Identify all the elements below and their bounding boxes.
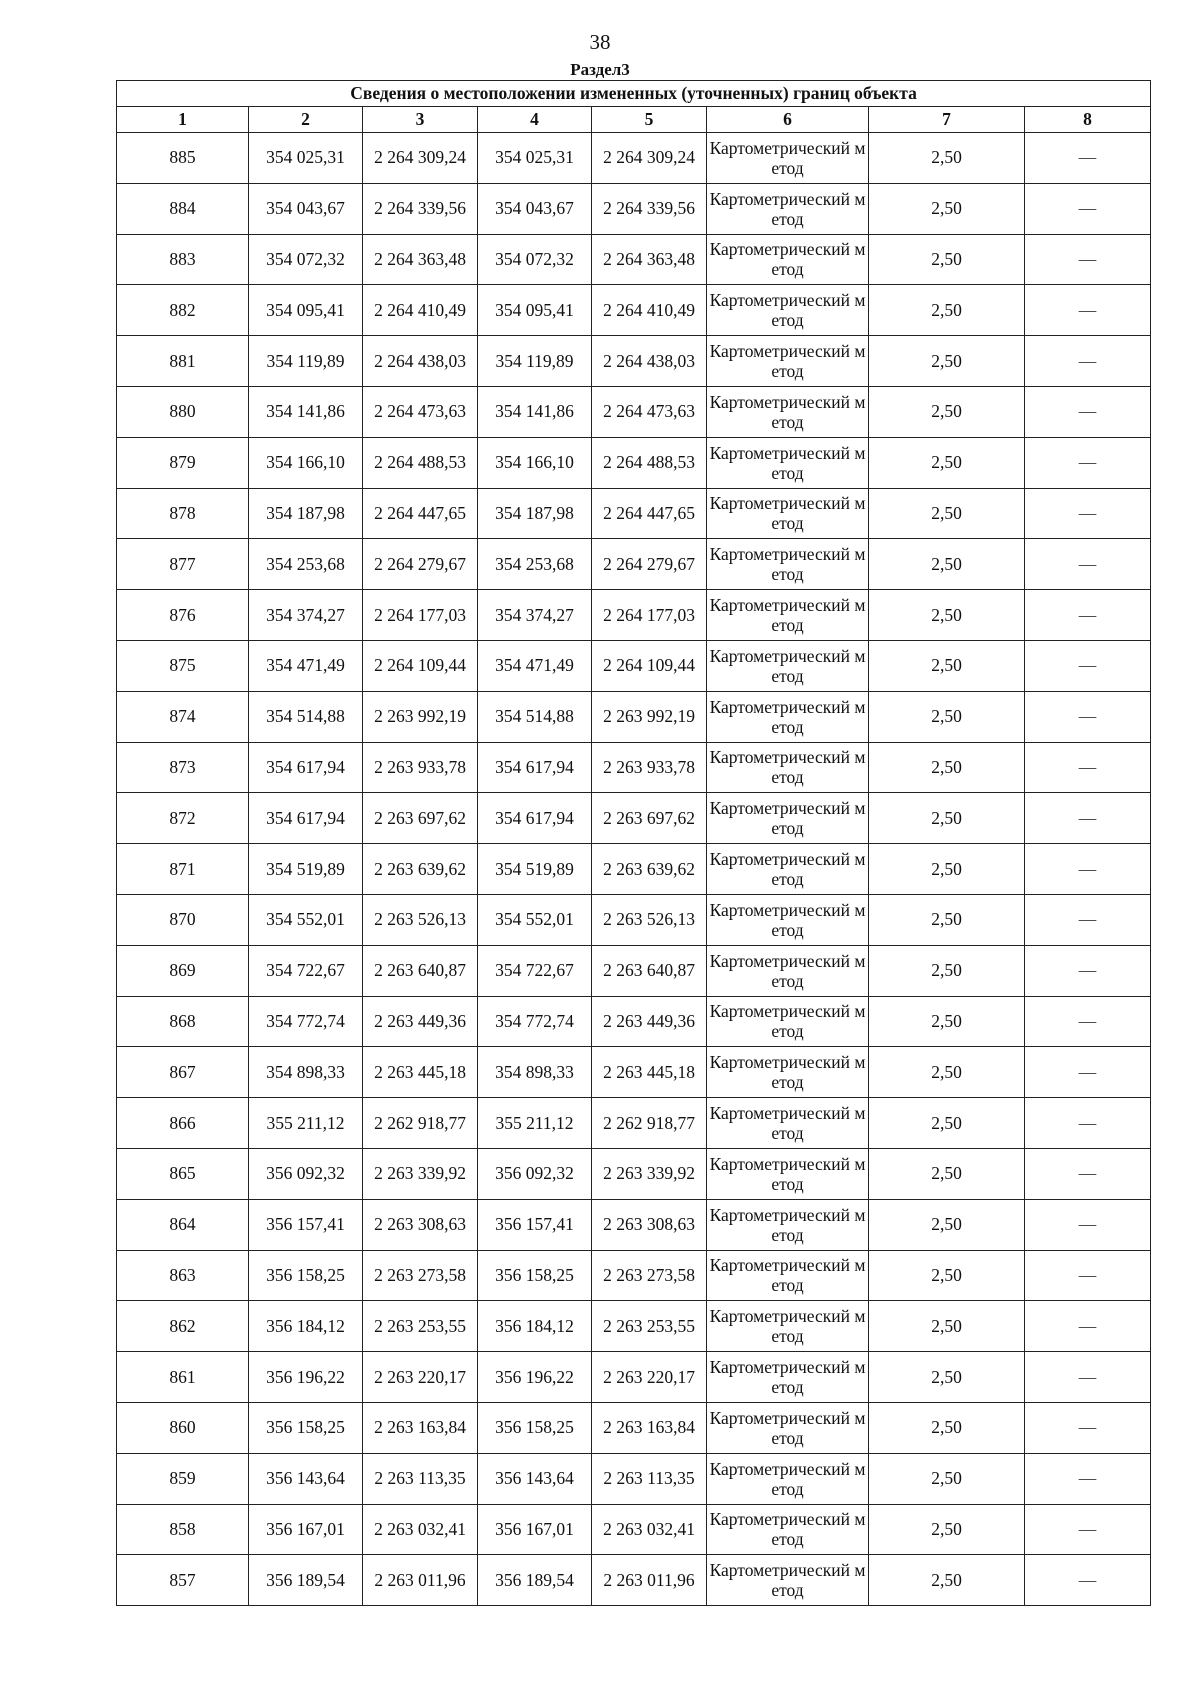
method-cell: Картометрический метод <box>707 1148 869 1199</box>
old-x-cell: 356 143,64 <box>249 1453 363 1504</box>
new-y-cell: 2 264 438,03 <box>592 336 707 387</box>
new-x-cell: 356 196,22 <box>478 1352 592 1403</box>
description-cell: — <box>1025 183 1151 234</box>
point-number-cell: 858 <box>117 1504 249 1555</box>
new-x-cell: 356 143,64 <box>478 1453 592 1504</box>
description-cell: — <box>1025 742 1151 793</box>
old-y-cell: 2 263 011,96 <box>363 1555 478 1606</box>
old-y-cell: 2 264 279,67 <box>363 539 478 590</box>
new-x-cell: 354 722,67 <box>478 945 592 996</box>
description-cell: — <box>1025 1453 1151 1504</box>
new-y-cell: 2 264 447,65 <box>592 488 707 539</box>
description-cell: — <box>1025 1352 1151 1403</box>
point-number-cell: 862 <box>117 1301 249 1352</box>
new-x-cell: 354 471,49 <box>478 640 592 691</box>
table-row <box>117 996 1151 1047</box>
new-y-cell: 2 264 488,53 <box>592 437 707 488</box>
description-cell: — <box>1025 539 1151 590</box>
method-cell: Картометрический метод <box>707 133 869 184</box>
method-cell: Картометрический метод <box>707 1301 869 1352</box>
old-x-cell: 356 158,25 <box>249 1250 363 1301</box>
accuracy-cell: 2,50 <box>869 336 1025 387</box>
new-x-cell: 354 072,32 <box>478 234 592 285</box>
accuracy-cell: 2,50 <box>869 1250 1025 1301</box>
new-y-cell: 2 263 253,55 <box>592 1301 707 1352</box>
old-x-cell: 354 471,49 <box>249 640 363 691</box>
point-number-cell: 865 <box>117 1148 249 1199</box>
new-y-cell: 2 263 011,96 <box>592 1555 707 1606</box>
point-number-cell: 881 <box>117 336 249 387</box>
old-y-cell: 2 263 449,36 <box>363 996 478 1047</box>
new-x-cell: 356 092,32 <box>478 1148 592 1199</box>
table-row <box>117 285 1151 336</box>
table-row <box>117 336 1151 387</box>
accuracy-cell: 2,50 <box>869 386 1025 437</box>
description-cell: — <box>1025 1148 1151 1199</box>
table-row <box>117 793 1151 844</box>
new-y-cell: 2 263 992,19 <box>592 691 707 742</box>
new-x-cell: 354 119,89 <box>478 336 592 387</box>
accuracy-cell: 2,50 <box>869 183 1025 234</box>
point-number-cell: 874 <box>117 691 249 742</box>
accuracy-cell: 2,50 <box>869 1402 1025 1453</box>
new-x-cell: 354 617,94 <box>478 793 592 844</box>
description-cell: — <box>1025 640 1151 691</box>
old-x-cell: 354 617,94 <box>249 793 363 844</box>
new-x-cell: 356 158,25 <box>478 1250 592 1301</box>
description-cell: — <box>1025 336 1151 387</box>
old-x-cell: 354 772,74 <box>249 996 363 1047</box>
old-x-cell: 354 617,94 <box>249 742 363 793</box>
description-cell: — <box>1025 1047 1151 1098</box>
new-y-cell: 2 263 220,17 <box>592 1352 707 1403</box>
old-y-cell: 2 263 640,87 <box>363 945 478 996</box>
table-row <box>117 133 1151 184</box>
column-number: 4 <box>478 107 592 133</box>
new-x-cell: 354 617,94 <box>478 742 592 793</box>
table-row <box>117 1250 1151 1301</box>
method-cell: Картометрический метод <box>707 386 869 437</box>
new-y-cell: 2 264 309,24 <box>592 133 707 184</box>
page-number: 38 <box>589 30 611 54</box>
old-y-cell: 2 263 339,92 <box>363 1148 478 1199</box>
column-number-row <box>117 107 1151 133</box>
method-cell: Картометрический метод <box>707 640 869 691</box>
table-row <box>117 1301 1151 1352</box>
new-y-cell: 2 263 163,84 <box>592 1402 707 1453</box>
method-cell: Картометрический метод <box>707 1047 869 1098</box>
description-cell: — <box>1025 945 1151 996</box>
old-x-cell: 354 519,89 <box>249 844 363 895</box>
new-y-cell: 2 263 273,58 <box>592 1250 707 1301</box>
old-x-cell: 354 141,86 <box>249 386 363 437</box>
new-x-cell: 354 374,27 <box>478 590 592 641</box>
method-cell: Картометрический метод <box>707 844 869 895</box>
new-y-cell: 2 263 933,78 <box>592 742 707 793</box>
new-y-cell: 2 263 032,41 <box>592 1504 707 1555</box>
old-x-cell: 356 184,12 <box>249 1301 363 1352</box>
old-y-cell: 2 264 177,03 <box>363 590 478 641</box>
accuracy-cell: 2,50 <box>869 285 1025 336</box>
new-y-cell: 2 264 363,48 <box>592 234 707 285</box>
new-x-cell: 355 211,12 <box>478 1098 592 1149</box>
method-cell: Картометрический метод <box>707 793 869 844</box>
accuracy-cell: 2,50 <box>869 590 1025 641</box>
description-cell: — <box>1025 1098 1151 1149</box>
point-number-cell: 882 <box>117 285 249 336</box>
point-number-cell: 872 <box>117 793 249 844</box>
table-row <box>117 1199 1151 1250</box>
table-row <box>117 437 1151 488</box>
new-x-cell: 356 189,54 <box>478 1555 592 1606</box>
table-row <box>117 844 1151 895</box>
old-x-cell: 356 189,54 <box>249 1555 363 1606</box>
description-cell: — <box>1025 437 1151 488</box>
accuracy-cell: 2,50 <box>869 945 1025 996</box>
description-cell: — <box>1025 1555 1151 1606</box>
new-x-cell: 354 025,31 <box>478 133 592 184</box>
new-y-cell: 2 264 339,56 <box>592 183 707 234</box>
point-number-cell: 859 <box>117 1453 249 1504</box>
accuracy-cell: 2,50 <box>869 1504 1025 1555</box>
method-cell: Картометрический метод <box>707 1250 869 1301</box>
description-cell: — <box>1025 996 1151 1047</box>
column-number: 8 <box>1025 107 1151 133</box>
old-y-cell: 2 263 253,55 <box>363 1301 478 1352</box>
new-y-cell: 2 262 918,77 <box>592 1098 707 1149</box>
table-row <box>117 1504 1151 1555</box>
method-cell: Картометрический метод <box>707 996 869 1047</box>
old-y-cell: 2 263 933,78 <box>363 742 478 793</box>
table-title: Сведения о местоположении измененных (уточненных) границ объекта <box>117 81 1151 107</box>
new-y-cell: 2 264 473,63 <box>592 386 707 437</box>
old-y-cell: 2 264 363,48 <box>363 234 478 285</box>
accuracy-cell: 2,50 <box>869 996 1025 1047</box>
column-number: 1 <box>117 107 249 133</box>
old-y-cell: 2 264 438,03 <box>363 336 478 387</box>
point-number-cell: 879 <box>117 437 249 488</box>
accuracy-cell: 2,50 <box>869 1047 1025 1098</box>
point-number-cell: 870 <box>117 894 249 945</box>
new-x-cell: 354 898,33 <box>478 1047 592 1098</box>
old-y-cell: 2 263 639,62 <box>363 844 478 895</box>
new-x-cell: 354 095,41 <box>478 285 592 336</box>
old-x-cell: 356 167,01 <box>249 1504 363 1555</box>
point-number-cell: 864 <box>117 1199 249 1250</box>
point-number-cell: 873 <box>117 742 249 793</box>
accuracy-cell: 2,50 <box>869 1453 1025 1504</box>
description-cell: — <box>1025 1301 1151 1352</box>
new-x-cell: 354 187,98 <box>478 488 592 539</box>
old-x-cell: 354 119,89 <box>249 336 363 387</box>
point-number-cell: 868 <box>117 996 249 1047</box>
point-number-cell: 860 <box>117 1402 249 1453</box>
new-y-cell: 2 263 308,63 <box>592 1199 707 1250</box>
new-y-cell: 2 263 339,92 <box>592 1148 707 1199</box>
accuracy-cell: 2,50 <box>869 1098 1025 1149</box>
method-cell: Картометрический метод <box>707 590 869 641</box>
new-x-cell: 354 519,89 <box>478 844 592 895</box>
new-y-cell: 2 264 109,44 <box>592 640 707 691</box>
accuracy-cell: 2,50 <box>869 133 1025 184</box>
column-number: 3 <box>363 107 478 133</box>
method-cell: Картометрический метод <box>707 1402 869 1453</box>
table-row <box>117 742 1151 793</box>
point-number-cell: 884 <box>117 183 249 234</box>
table-row <box>117 1555 1151 1606</box>
old-y-cell: 2 264 109,44 <box>363 640 478 691</box>
point-number-cell: 857 <box>117 1555 249 1606</box>
new-x-cell: 354 253,68 <box>478 539 592 590</box>
method-cell: Картометрический метод <box>707 742 869 793</box>
old-x-cell: 356 157,41 <box>249 1199 363 1250</box>
new-y-cell: 2 263 526,13 <box>592 894 707 945</box>
column-number: 5 <box>592 107 707 133</box>
old-y-cell: 2 264 309,24 <box>363 133 478 184</box>
new-x-cell: 354 043,67 <box>478 183 592 234</box>
old-x-cell: 354 898,33 <box>249 1047 363 1098</box>
table-body <box>117 133 1151 1606</box>
method-cell: Картометрический метод <box>707 691 869 742</box>
old-y-cell: 2 263 445,18 <box>363 1047 478 1098</box>
accuracy-cell: 2,50 <box>869 234 1025 285</box>
old-x-cell: 354 722,67 <box>249 945 363 996</box>
point-number-cell: 866 <box>117 1098 249 1149</box>
old-y-cell: 2 263 113,35 <box>363 1453 478 1504</box>
old-x-cell: 354 374,27 <box>249 590 363 641</box>
old-x-cell: 356 158,25 <box>249 1402 363 1453</box>
table-row <box>117 1148 1151 1199</box>
method-cell: Картометрический метод <box>707 1199 869 1250</box>
old-y-cell: 2 264 410,49 <box>363 285 478 336</box>
table-row <box>117 1098 1151 1149</box>
new-y-cell: 2 264 177,03 <box>592 590 707 641</box>
accuracy-cell: 2,50 <box>869 1148 1025 1199</box>
old-x-cell: 354 043,67 <box>249 183 363 234</box>
accuracy-cell: 2,50 <box>869 691 1025 742</box>
accuracy-cell: 2,50 <box>869 1199 1025 1250</box>
point-number-cell: 869 <box>117 945 249 996</box>
point-number-cell: 878 <box>117 488 249 539</box>
column-number: 6 <box>707 107 869 133</box>
old-y-cell: 2 263 526,13 <box>363 894 478 945</box>
table-row <box>117 234 1151 285</box>
table-row <box>117 539 1151 590</box>
table-row <box>117 488 1151 539</box>
method-cell: Картометрический метод <box>707 234 869 285</box>
method-cell: Картометрический метод <box>707 894 869 945</box>
old-x-cell: 354 166,10 <box>249 437 363 488</box>
description-cell: — <box>1025 590 1151 641</box>
new-y-cell: 2 263 113,35 <box>592 1453 707 1504</box>
description-cell: — <box>1025 1504 1151 1555</box>
method-cell: Картометрический метод <box>707 336 869 387</box>
method-cell: Картометрический метод <box>707 488 869 539</box>
old-x-cell: 354 253,68 <box>249 539 363 590</box>
table-row <box>117 945 1151 996</box>
table-row <box>117 1047 1151 1098</box>
method-cell: Картометрический метод <box>707 1453 869 1504</box>
accuracy-cell: 2,50 <box>869 437 1025 488</box>
accuracy-cell: 2,50 <box>869 844 1025 895</box>
description-cell: — <box>1025 1402 1151 1453</box>
accuracy-cell: 2,50 <box>869 1301 1025 1352</box>
accuracy-cell: 2,50 <box>869 793 1025 844</box>
accuracy-cell: 2,50 <box>869 742 1025 793</box>
point-number-cell: 861 <box>117 1352 249 1403</box>
method-cell: Картометрический метод <box>707 437 869 488</box>
old-y-cell: 2 264 488,53 <box>363 437 478 488</box>
table-row <box>117 183 1151 234</box>
description-cell: — <box>1025 691 1151 742</box>
description-cell: — <box>1025 386 1151 437</box>
method-cell: Картометрический метод <box>707 539 869 590</box>
description-cell: — <box>1025 133 1151 184</box>
old-y-cell: 2 263 273,58 <box>363 1250 478 1301</box>
new-x-cell: 354 166,10 <box>478 437 592 488</box>
table-row <box>117 1453 1151 1504</box>
new-x-cell: 356 157,41 <box>478 1199 592 1250</box>
old-y-cell: 2 264 339,56 <box>363 183 478 234</box>
table-row <box>117 1402 1151 1453</box>
new-x-cell: 354 514,88 <box>478 691 592 742</box>
old-y-cell: 2 263 032,41 <box>363 1504 478 1555</box>
old-y-cell: 2 263 992,19 <box>363 691 478 742</box>
accuracy-cell: 2,50 <box>869 539 1025 590</box>
method-cell: Картометрический метод <box>707 1504 869 1555</box>
old-x-cell: 355 211,12 <box>249 1098 363 1149</box>
description-cell: — <box>1025 285 1151 336</box>
method-cell: Картометрический метод <box>707 1555 869 1606</box>
point-number-cell: 871 <box>117 844 249 895</box>
point-number-cell: 876 <box>117 590 249 641</box>
table-row <box>117 1352 1151 1403</box>
new-x-cell: 356 184,12 <box>478 1301 592 1352</box>
method-cell: Картометрический метод <box>707 285 869 336</box>
old-x-cell: 354 095,41 <box>249 285 363 336</box>
column-number: 2 <box>249 107 363 133</box>
old-x-cell: 356 196,22 <box>249 1352 363 1403</box>
method-cell: Картометрический метод <box>707 183 869 234</box>
new-x-cell: 354 552,01 <box>478 894 592 945</box>
method-cell: Картометрический метод <box>707 1352 869 1403</box>
new-y-cell: 2 263 445,18 <box>592 1047 707 1098</box>
old-x-cell: 354 514,88 <box>249 691 363 742</box>
point-number-cell: 867 <box>117 1047 249 1098</box>
old-x-cell: 354 552,01 <box>249 894 363 945</box>
new-x-cell: 354 141,86 <box>478 386 592 437</box>
accuracy-cell: 2,50 <box>869 894 1025 945</box>
table-row <box>117 894 1151 945</box>
point-number-cell: 880 <box>117 386 249 437</box>
point-number-cell: 883 <box>117 234 249 285</box>
description-cell: — <box>1025 1250 1151 1301</box>
new-y-cell: 2 263 639,62 <box>592 844 707 895</box>
table-row <box>117 691 1151 742</box>
description-cell: — <box>1025 234 1151 285</box>
new-x-cell: 356 167,01 <box>478 1504 592 1555</box>
new-x-cell: 354 772,74 <box>478 996 592 1047</box>
new-y-cell: 2 264 279,67 <box>592 539 707 590</box>
table-row <box>117 590 1151 641</box>
point-number-cell: 875 <box>117 640 249 691</box>
accuracy-cell: 2,50 <box>869 640 1025 691</box>
accuracy-cell: 2,50 <box>869 1555 1025 1606</box>
column-number: 7 <box>869 107 1025 133</box>
old-x-cell: 354 025,31 <box>249 133 363 184</box>
method-cell: Картометрический метод <box>707 1098 869 1149</box>
description-cell: — <box>1025 1199 1151 1250</box>
old-y-cell: 2 264 447,65 <box>363 488 478 539</box>
point-number-cell: 885 <box>117 133 249 184</box>
old-x-cell: 354 187,98 <box>249 488 363 539</box>
old-y-cell: 2 263 308,63 <box>363 1199 478 1250</box>
old-y-cell: 2 262 918,77 <box>363 1098 478 1149</box>
description-cell: — <box>1025 894 1151 945</box>
new-y-cell: 2 263 449,36 <box>592 996 707 1047</box>
description-cell: — <box>1025 488 1151 539</box>
old-x-cell: 356 092,32 <box>249 1148 363 1199</box>
boundary-coordinates-table <box>116 80 1151 1606</box>
old-y-cell: 2 263 697,62 <box>363 793 478 844</box>
new-y-cell: 2 264 410,49 <box>592 285 707 336</box>
table-row <box>117 386 1151 437</box>
accuracy-cell: 2,50 <box>869 488 1025 539</box>
point-number-cell: 877 <box>117 539 249 590</box>
old-y-cell: 2 264 473,63 <box>363 386 478 437</box>
description-cell: — <box>1025 844 1151 895</box>
table-row <box>117 640 1151 691</box>
old-y-cell: 2 263 220,17 <box>363 1352 478 1403</box>
description-cell: — <box>1025 793 1151 844</box>
new-y-cell: 2 263 697,62 <box>592 793 707 844</box>
section-label: Раздел3 <box>570 60 630 79</box>
accuracy-cell: 2,50 <box>869 1352 1025 1403</box>
method-cell: Картометрический метод <box>707 945 869 996</box>
point-number-cell: 863 <box>117 1250 249 1301</box>
new-x-cell: 356 158,25 <box>478 1402 592 1453</box>
old-x-cell: 354 072,32 <box>249 234 363 285</box>
old-y-cell: 2 263 163,84 <box>363 1402 478 1453</box>
new-y-cell: 2 263 640,87 <box>592 945 707 996</box>
